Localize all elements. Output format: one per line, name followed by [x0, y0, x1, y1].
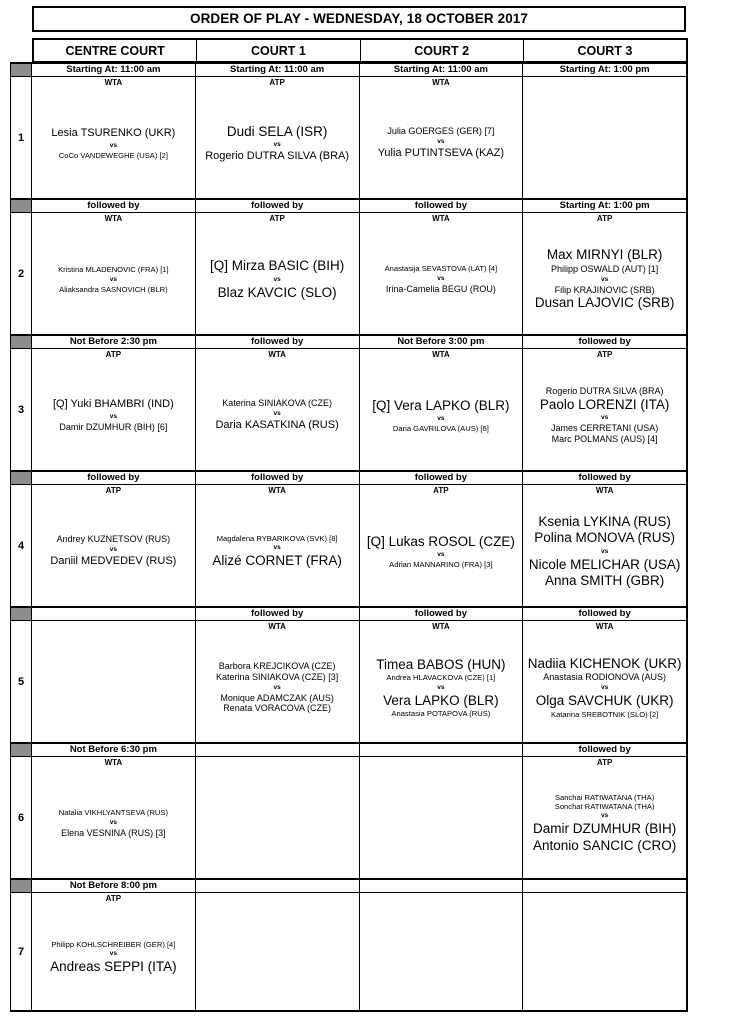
start-time-label: Not Before 2:30 pm — [32, 336, 196, 348]
versus-label: vs — [601, 414, 609, 422]
round-number-marker — [10, 472, 32, 484]
match-slot-row — [10, 620, 688, 742]
player-name: Natalia VIKHLYANTSEVA (RUS) — [58, 808, 169, 818]
player-name: Magdalena RYBARIKOVA (SVK) [8] — [216, 533, 338, 543]
start-time-label: followed by — [196, 472, 360, 484]
start-time-label — [360, 744, 524, 756]
versus-label: vs — [601, 812, 609, 820]
versus-label: vs — [273, 275, 281, 283]
tour-label: ATP — [105, 486, 122, 495]
start-time-label: Starting At: 1:00 pm — [523, 200, 688, 212]
match-body — [360, 89, 523, 198]
player-name: Antonio SANCIC (CRO) — [532, 837, 677, 853]
match-body — [32, 769, 195, 878]
versus-label: vs — [273, 683, 281, 691]
start-time-label: followed by — [360, 608, 524, 620]
versus-label: vs — [109, 275, 117, 283]
player-name: Andrea HLAVACKOVA (CZE) [1] — [386, 673, 496, 683]
player-name: Blaz KAVCIC (SLO) — [217, 284, 337, 300]
page-title: ORDER OF PLAY - WEDNESDAY, 18 OCTOBER 2017 — [32, 6, 686, 32]
match-cell — [196, 621, 360, 742]
match-body — [523, 497, 686, 606]
tour-label: WTA — [432, 622, 450, 631]
versus-label: vs — [437, 551, 445, 559]
round-header-band — [10, 742, 688, 756]
match-body — [360, 497, 523, 606]
player-name: Philipp KOHLSCHREIBER (GER) [4] — [51, 939, 176, 949]
match-cell — [32, 621, 196, 742]
player-name: Katerina SINIAKOVA (CZE) [3] — [215, 671, 339, 682]
start-time-label: Starting At: 11:00 am — [196, 64, 360, 76]
start-time-label: followed by — [523, 336, 688, 348]
tour-label: ATP — [105, 350, 122, 359]
versus-label: vs — [273, 543, 281, 551]
match-body — [360, 361, 523, 470]
versus-label: vs — [273, 410, 281, 418]
player-name: Renata VORACOVA (CZE) — [223, 703, 332, 714]
tour-label: WTA — [595, 486, 614, 495]
round-number: 6 — [10, 757, 32, 878]
versus-label: vs — [437, 415, 445, 423]
court-header: COURT 1 — [196, 40, 359, 61]
match-slot-row — [10, 212, 688, 334]
match-body — [32, 361, 195, 470]
match-cell — [360, 77, 524, 198]
match-cell — [360, 757, 524, 878]
player-name: Katerina SINIAKOVA (CZE) — [222, 398, 333, 409]
match-body — [196, 497, 359, 606]
player-name: Anastasia RODIONOVA (AUS) — [543, 672, 667, 683]
versus-label: vs — [601, 547, 609, 555]
player-name: Anna SMITH (GBR) — [544, 572, 665, 588]
player-name: Max MIRNYI (BLR) — [546, 247, 663, 263]
match-body — [32, 89, 195, 198]
player-name: CoCo VANDEWEGHE (USA) [2] — [58, 150, 168, 160]
tour-label: ATP — [433, 486, 449, 495]
match-cell — [523, 485, 688, 606]
player-name: Alizé CORNET (FRA) — [212, 552, 342, 568]
player-name: Daria GAVRILOVA (AUS) [6] — [392, 424, 489, 434]
tour-label: ATP — [105, 894, 122, 903]
match-cell — [32, 349, 196, 470]
match-cell — [360, 621, 524, 742]
round-number: 2 — [10, 213, 32, 334]
start-time-label: Starting At: 1:00 pm — [523, 64, 688, 76]
versus-label: vs — [109, 818, 117, 826]
start-time-label: followed by — [32, 472, 196, 484]
tour-label: WTA — [432, 78, 450, 87]
player-name: [Q] Mirza BASIC (BIH) — [209, 258, 345, 274]
player-name: Monique ADAMCZAK (AUS) — [220, 692, 334, 703]
match-cell — [523, 621, 688, 742]
match-body — [360, 633, 523, 742]
start-time-label: Starting At: 11:00 am — [360, 64, 524, 76]
match-body — [196, 225, 359, 334]
versus-label: vs — [109, 546, 117, 554]
match-cell — [360, 213, 524, 334]
versus-label: vs — [109, 949, 117, 957]
match-body — [32, 225, 195, 334]
start-time-label — [32, 608, 196, 620]
player-name: James CERRETANI (USA) — [550, 423, 659, 434]
match-body — [196, 89, 359, 198]
start-time-label: Not Before 3:00 pm — [360, 336, 524, 348]
match-slot-row — [10, 756, 688, 878]
match-cell — [523, 349, 688, 470]
player-name: Sanchai RATIWATANA (THA) — [554, 792, 655, 802]
match-body — [196, 633, 359, 742]
match-slot-row — [10, 484, 688, 606]
match-cell — [32, 893, 196, 1010]
round-number: 7 — [10, 893, 32, 1010]
court-header: COURT 3 — [523, 40, 686, 61]
round-header-band — [10, 606, 688, 620]
round-number-marker — [10, 744, 32, 756]
player-name: Nadiia KICHENOK (UKR) — [527, 655, 682, 671]
start-time-label: Not Before 8:00 pm — [32, 880, 196, 892]
court-header-row — [32, 38, 688, 62]
tour-label: WTA — [432, 350, 450, 359]
versus-label: vs — [437, 683, 445, 691]
player-name: Daria KASATKINA (RUS) — [215, 419, 339, 432]
tour-label: WTA — [104, 758, 123, 767]
player-name: Dudi SELA (ISR) — [226, 123, 328, 139]
player-name: Sonchat RATIWATANA (THA) — [554, 802, 655, 812]
match-slot-row — [10, 76, 688, 198]
round-header-band — [10, 334, 688, 348]
match-cell — [196, 213, 360, 334]
match-cell — [360, 349, 524, 470]
match-body — [523, 633, 686, 742]
match-body — [32, 905, 195, 1010]
match-cell — [523, 213, 688, 334]
match-cell — [32, 213, 196, 334]
player-name: Damir DZUMHUR (BIH) [6] — [59, 421, 168, 432]
start-time-label: followed by — [523, 608, 688, 620]
tour-label: ATP — [596, 350, 613, 359]
tour-label: WTA — [104, 78, 123, 87]
tour-label: ATP — [269, 78, 285, 87]
match-slot-row — [10, 892, 688, 1010]
match-cell — [32, 77, 196, 198]
player-name: Philipp OSWALD (AUT) [1] — [551, 263, 659, 274]
round-number-marker — [10, 336, 32, 348]
round-number: 5 — [10, 621, 32, 742]
player-name: Damir DZUMHUR (BIH) — [533, 821, 677, 837]
start-time-label: followed by — [523, 744, 688, 756]
start-time-label: followed by — [196, 608, 360, 620]
versus-label: vs — [437, 138, 445, 146]
match-cell — [196, 893, 360, 1010]
match-cell — [360, 893, 524, 1010]
versus-label: vs — [601, 275, 609, 283]
round-number-marker — [10, 200, 32, 212]
player-name: Katarina SREBOTNIK (SLO) [2] — [551, 709, 659, 719]
round-header-band — [10, 62, 688, 76]
player-name: Paolo LORENZI (ITA) — [539, 396, 670, 412]
match-cell — [360, 485, 524, 606]
tour-label: ATP — [596, 214, 613, 223]
player-name: Yulia PUTINTSEVA (KAZ) — [377, 147, 505, 160]
player-name: Ksenia LYKINA (RUS) — [538, 513, 671, 529]
player-name: Rogerio DUTRA SILVA (BRA) — [205, 150, 350, 163]
match-cell — [523, 757, 688, 878]
start-time-label — [196, 880, 360, 892]
round-header-band — [10, 470, 688, 484]
start-time-label: followed by — [360, 472, 524, 484]
match-slot-row — [10, 348, 688, 470]
match-cell — [32, 757, 196, 878]
player-name: Andrey KUZNETSOV (RUS) — [56, 534, 171, 545]
tour-label: ATP — [596, 758, 613, 767]
start-time-label: followed by — [196, 200, 360, 212]
player-name: Dusan LAJOVIC (SRB) — [534, 295, 675, 311]
player-name: Vera LAPKO (BLR) — [383, 692, 499, 708]
versus-label: vs — [437, 274, 445, 282]
player-name: Adrian MANNARINO (FRA) [3] — [389, 560, 493, 570]
match-cell — [523, 893, 688, 1010]
round-header-band — [10, 878, 688, 892]
table-bottom-border — [10, 1010, 688, 1012]
start-time-label: Not Before 6:30 pm — [32, 744, 196, 756]
round-number: 4 — [10, 485, 32, 606]
player-name: Aliaksandra SASNOVICH (BLR) — [59, 284, 168, 294]
round-number-marker — [10, 64, 32, 76]
player-name: [Q] Lukas ROSOL (CZE) — [366, 533, 515, 549]
match-body — [523, 225, 686, 334]
round-number-marker — [10, 880, 32, 892]
player-name: Kristina MLADENOVIC (FRA) [1] — [58, 265, 169, 275]
round-header-band — [10, 198, 688, 212]
tour-label: WTA — [268, 350, 286, 359]
match-cell — [196, 349, 360, 470]
versus-label: vs — [109, 141, 117, 149]
tour-label: WTA — [432, 214, 450, 223]
player-name: Barbora KREJCIKOVA (CZE) — [218, 660, 336, 671]
player-name: Polina MONOVA (RUS) — [534, 530, 676, 546]
player-name: Timea BABOS (HUN) — [376, 656, 506, 672]
versus-label: vs — [273, 141, 281, 149]
player-name: [Q] Yuki BHAMBRI (IND) — [52, 398, 174, 411]
start-time-label: followed by — [32, 200, 196, 212]
player-name: Rogerio DUTRA SILVA (BRA) — [545, 385, 664, 396]
court-header: COURT 2 — [360, 40, 523, 61]
round-number: 1 — [10, 77, 32, 198]
player-name: Elena VESNINA (RUS) [3] — [61, 827, 166, 838]
tour-label: WTA — [268, 622, 286, 631]
start-time-label: followed by — [360, 200, 524, 212]
match-body — [196, 361, 359, 470]
round-number-marker — [10, 608, 32, 620]
match-body — [360, 225, 523, 334]
player-name: Irina-Camelia BEGU (ROU) — [385, 283, 496, 294]
court-header: CENTRE COURT — [65, 44, 165, 58]
start-time-label — [196, 744, 360, 756]
tour-label: WTA — [595, 622, 614, 631]
player-name: Daniil MEDVEDEV (RUS) — [50, 555, 177, 568]
player-name: Lesia TSURENKO (UKR) — [51, 127, 176, 140]
player-name: Olga SAVCHUK (UKR) — [535, 693, 674, 709]
player-name: Anastasia POTAPOVA (RUS) — [391, 708, 491, 718]
versus-label: vs — [109, 412, 117, 420]
start-time-label: followed by — [196, 336, 360, 348]
player-name: Andreas SEPPI (ITA) — [50, 958, 177, 974]
versus-label: vs — [601, 684, 609, 692]
player-name: Nicole MELICHAR (USA) — [528, 556, 681, 572]
match-cell — [32, 485, 196, 606]
round-number: 3 — [10, 349, 32, 470]
schedule-grid — [10, 62, 688, 1012]
match-cell — [196, 757, 360, 878]
match-cell — [196, 485, 360, 606]
player-name: [Q] Vera LAPKO (BLR) — [372, 397, 510, 413]
player-name: Filip KRAJINOVIC (SRB) — [554, 284, 655, 295]
match-cell — [523, 77, 688, 198]
tour-label: ATP — [269, 214, 285, 223]
tour-label: WTA — [104, 214, 123, 223]
start-time-label: Starting At: 11:00 am — [32, 64, 196, 76]
player-name: Anastasija SEVASTOVA (LAT) [4] — [384, 264, 498, 274]
match-body — [523, 361, 686, 470]
match-body — [523, 769, 686, 878]
player-name: Julia GOERGES (GER) [7] — [387, 126, 495, 137]
start-time-label — [360, 880, 524, 892]
tour-label: WTA — [268, 486, 286, 495]
match-body — [32, 497, 195, 606]
start-time-label — [523, 880, 688, 892]
player-name: Marc POLMANS (AUS) [4] — [551, 434, 658, 445]
match-cell — [196, 77, 360, 198]
start-time-label: followed by — [523, 472, 688, 484]
